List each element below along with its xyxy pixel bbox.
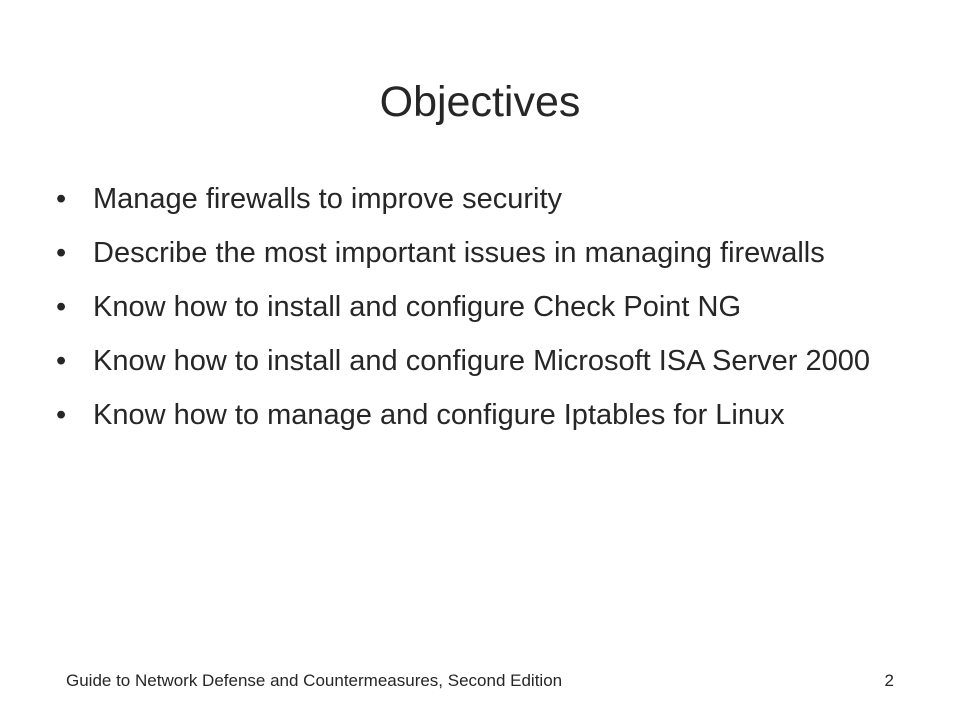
objective-text: Describe the most important issues in managing firewalls: [93, 237, 825, 269]
list-item: [56, 290, 876, 324]
list-item: [56, 182, 876, 216]
objective-text: Know how to install and configure Check Point NG: [93, 291, 742, 323]
page-number: 2: [884, 671, 894, 690]
bullet-icon: •: [56, 399, 67, 431]
bullet-icon: •: [56, 237, 67, 269]
objective-text: Know how to install and configure Microsoft ISA Server 2000: [93, 345, 870, 377]
bullet-icon: •: [56, 345, 67, 377]
objective-text: Manage firewalls to improve security: [93, 183, 563, 215]
list-item: [56, 398, 876, 432]
objectives-list: [56, 182, 876, 452]
list-item: [56, 236, 876, 270]
footer-book-title: Guide to Network Defense and Countermeasures, Second Edition: [66, 671, 563, 690]
objective-text: Know how to manage and configure Iptables for Linux: [93, 399, 785, 431]
slide-title: Objectives: [379, 78, 581, 126]
list-item: [56, 344, 876, 378]
bullet-icon: •: [56, 183, 67, 215]
bullet-icon: •: [56, 291, 67, 323]
